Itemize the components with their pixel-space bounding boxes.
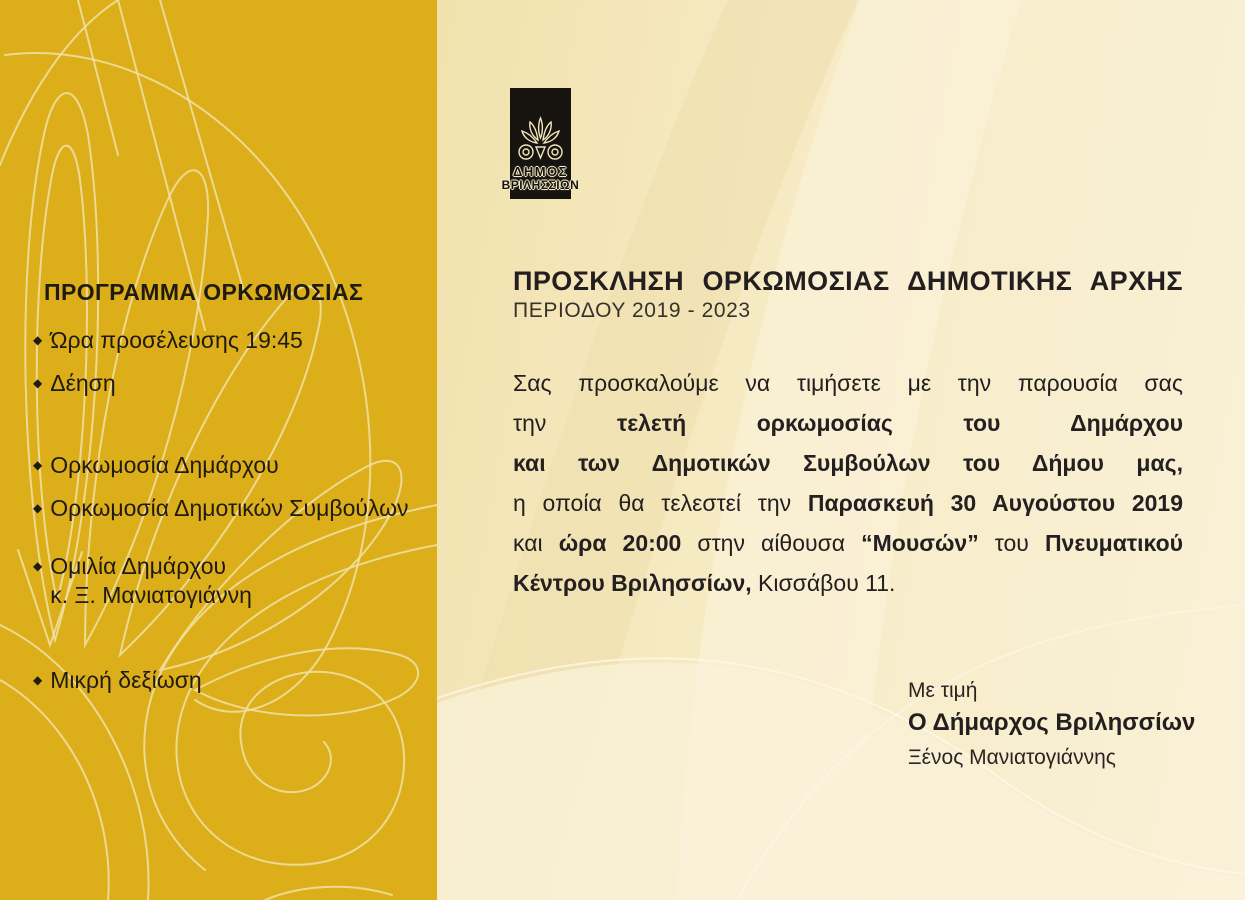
body-text: στην αίθουσα xyxy=(697,530,846,556)
program-item xyxy=(33,326,303,355)
body-text: και xyxy=(513,530,543,556)
logo-name-line2: ΒΡΙΛΗΣΣΙΩΝ xyxy=(501,178,580,192)
program-item-label: Δέηση xyxy=(50,370,116,396)
body-text: ώρα 20:00 xyxy=(558,530,682,556)
body-text: και των Δημοτικών Συμβούλων του Δήμου μας, xyxy=(513,450,1183,476)
diamond-bullet-icon: ◆ xyxy=(33,559,43,573)
body-text: την xyxy=(513,410,547,436)
diamond-bullet-icon: ◆ xyxy=(33,333,43,347)
body-text: Παρασκευή 30 Αυγούστου 2019 xyxy=(807,490,1183,516)
body-line xyxy=(513,363,1183,403)
body-line xyxy=(513,563,1183,603)
body-text: του xyxy=(994,530,1029,556)
diamond-bullet-icon: ◆ xyxy=(33,458,43,472)
program-item-label: Ορκωμοσία Δημάρχου xyxy=(50,452,279,478)
program-list xyxy=(0,0,437,900)
body-line xyxy=(513,403,1183,443)
logo-name-line1: ΔΗΜΟΣ xyxy=(513,164,568,179)
program-item-line1: Ομιλία Δημάρχου xyxy=(50,553,227,579)
body-text: Κισσάβου 11. xyxy=(758,570,896,596)
body-text: η οποία θα τελεστεί την xyxy=(513,490,792,516)
program-item xyxy=(33,494,409,523)
program-item-label: Μικρή δεξίωση xyxy=(50,667,202,693)
program-item-label: Ορκωμοσία Δημοτικών Συμβούλων xyxy=(50,495,409,521)
program-item xyxy=(33,369,116,398)
program-heading: ΠΡΟΓΡΑΜΜΑ ΟΡΚΩΜΟΣΙΑΣ xyxy=(44,279,364,305)
body-line xyxy=(513,443,1183,483)
signature-block xyxy=(908,677,1195,775)
body-line xyxy=(513,523,1183,563)
signature-name: Ξένος Μανιατογιάννης xyxy=(908,746,1116,769)
program-item xyxy=(33,552,252,610)
program-item-label xyxy=(50,552,252,610)
palmette-icon xyxy=(516,114,565,166)
body-text: Πνευματικού xyxy=(1044,530,1184,556)
body-text: Σας προσκαλούμε να τιμήσετε με την παρουσία σας xyxy=(513,370,1183,396)
body-text: τελετή ορκωμοσίας του Δημάρχου xyxy=(616,410,1184,436)
program-panel xyxy=(0,0,437,900)
invitation-title: ΠΡΟΣΚΛΗΣΗ ΟΡΚΩΜΟΣΙΑΣ ΔΗΜΟΤΙΚΗΣ ΑΡΧΗΣ xyxy=(513,266,1183,296)
body-line xyxy=(513,483,1183,523)
body-text: “Μουσών” xyxy=(861,530,979,556)
invitation-body xyxy=(513,363,1183,603)
invitation-subtitle: ΠΕΡΙΟΔΟΥ 2019 - 2023 xyxy=(513,299,751,322)
body-text: Κέντρου Βριλησσίων, xyxy=(513,570,752,596)
invitation-panel xyxy=(437,0,1245,900)
diamond-bullet-icon: ◆ xyxy=(33,376,43,390)
diamond-bullet-icon: ◆ xyxy=(33,501,43,515)
municipal-logo xyxy=(501,88,580,199)
program-item xyxy=(33,666,202,695)
program-item-label: Ώρα προσέλευσης 19:45 xyxy=(50,327,303,353)
diamond-bullet-icon: ◆ xyxy=(33,673,43,687)
signature-salutation: Με τιμή xyxy=(908,679,978,702)
program-item-line2: κ. Ξ. Μανιατογιάννη xyxy=(50,582,252,608)
program-item xyxy=(33,451,279,480)
signature-office: Ο Δήμαρχος Βριλησσίων xyxy=(908,709,1196,736)
